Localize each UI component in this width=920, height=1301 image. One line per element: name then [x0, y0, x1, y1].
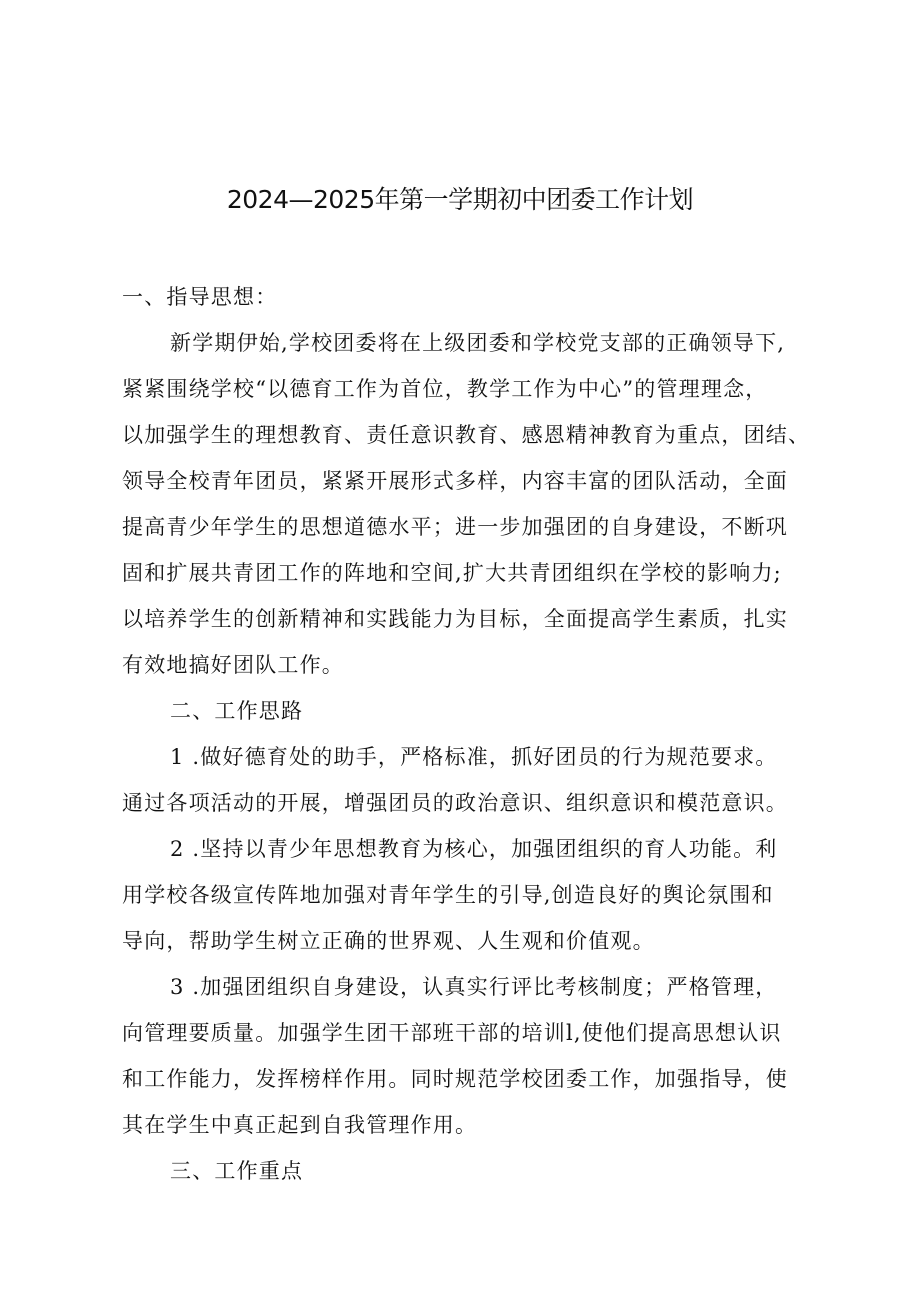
paragraph-line: 紧紧围绕学校“以德育工作为首位，教学工作为中心”的管理理念，	[122, 377, 768, 401]
paragraph-line: 有效地搞好团队工作。	[122, 653, 344, 677]
list-item-line: 通过各项活动的开展，增强团员的政治意识、组织意识和模范意识。	[122, 791, 788, 815]
list-item-line: 和工作能力，发挥榜样作用。同时规范学校团委工作，加强指导，使	[122, 1067, 788, 1091]
list-item-line: 2 .坚持以青少年思想教育为核心，加强团组织的育人功能。利	[170, 837, 778, 861]
paragraph-line: 固和扩展共青团工作的阵地和空间,扩大共青团组织在学校的影响力;	[122, 561, 782, 585]
paragraph-line: 提高青少年学生的思想道德水平；进一步加强团的自身建设，不断巩	[122, 515, 788, 539]
list-item-line: 用学校各级宣传阵地加强对青年学生的引导,创造良好的舆论氛围和	[122, 883, 774, 907]
paragraph-line: 领导全校青年团员，紧紧开展形式多样，内容丰富的团队活动，全面	[122, 469, 788, 493]
section-heading-work-approach: 二、工作思路	[170, 699, 304, 723]
list-item-line: 3 .加强团组织自身建设，认真实行评比考核制度；严格管理，	[170, 975, 778, 999]
section-heading-guiding-ideology: 一、指导思想：	[122, 285, 278, 309]
section-heading-work-focus: 三、工作重点	[170, 1159, 304, 1183]
list-item-line: 向管理要质量。加强学生团干部班干部的培训l,使他们提高思想认识	[122, 1021, 782, 1045]
paragraph-line: 新学期伊始,学校团委将在上级团委和学校党支部的正确领导下,	[170, 331, 786, 355]
document-body	[122, 274, 822, 1194]
paragraph-line: 以加强学生的理想教育、责任意识教育、感恩精神教育为重点，团结、	[122, 423, 811, 447]
document-title: 2024—2025年第一学期初中团委工作计划	[226, 185, 694, 214]
list-item-line: 1 .做好德育处的助手，严格标准，抓好团员的行为规范要求。	[170, 745, 778, 769]
list-item-line: 导向，帮助学生树立正确的世界观、人生观和价值观。	[122, 929, 655, 953]
list-item-line: 其在学生中真正起到自我管理作用。	[122, 1113, 478, 1137]
paragraph-line: 以培养学生的创新精神和实践能力为目标，全面提高学生素质，扎实	[122, 607, 788, 631]
